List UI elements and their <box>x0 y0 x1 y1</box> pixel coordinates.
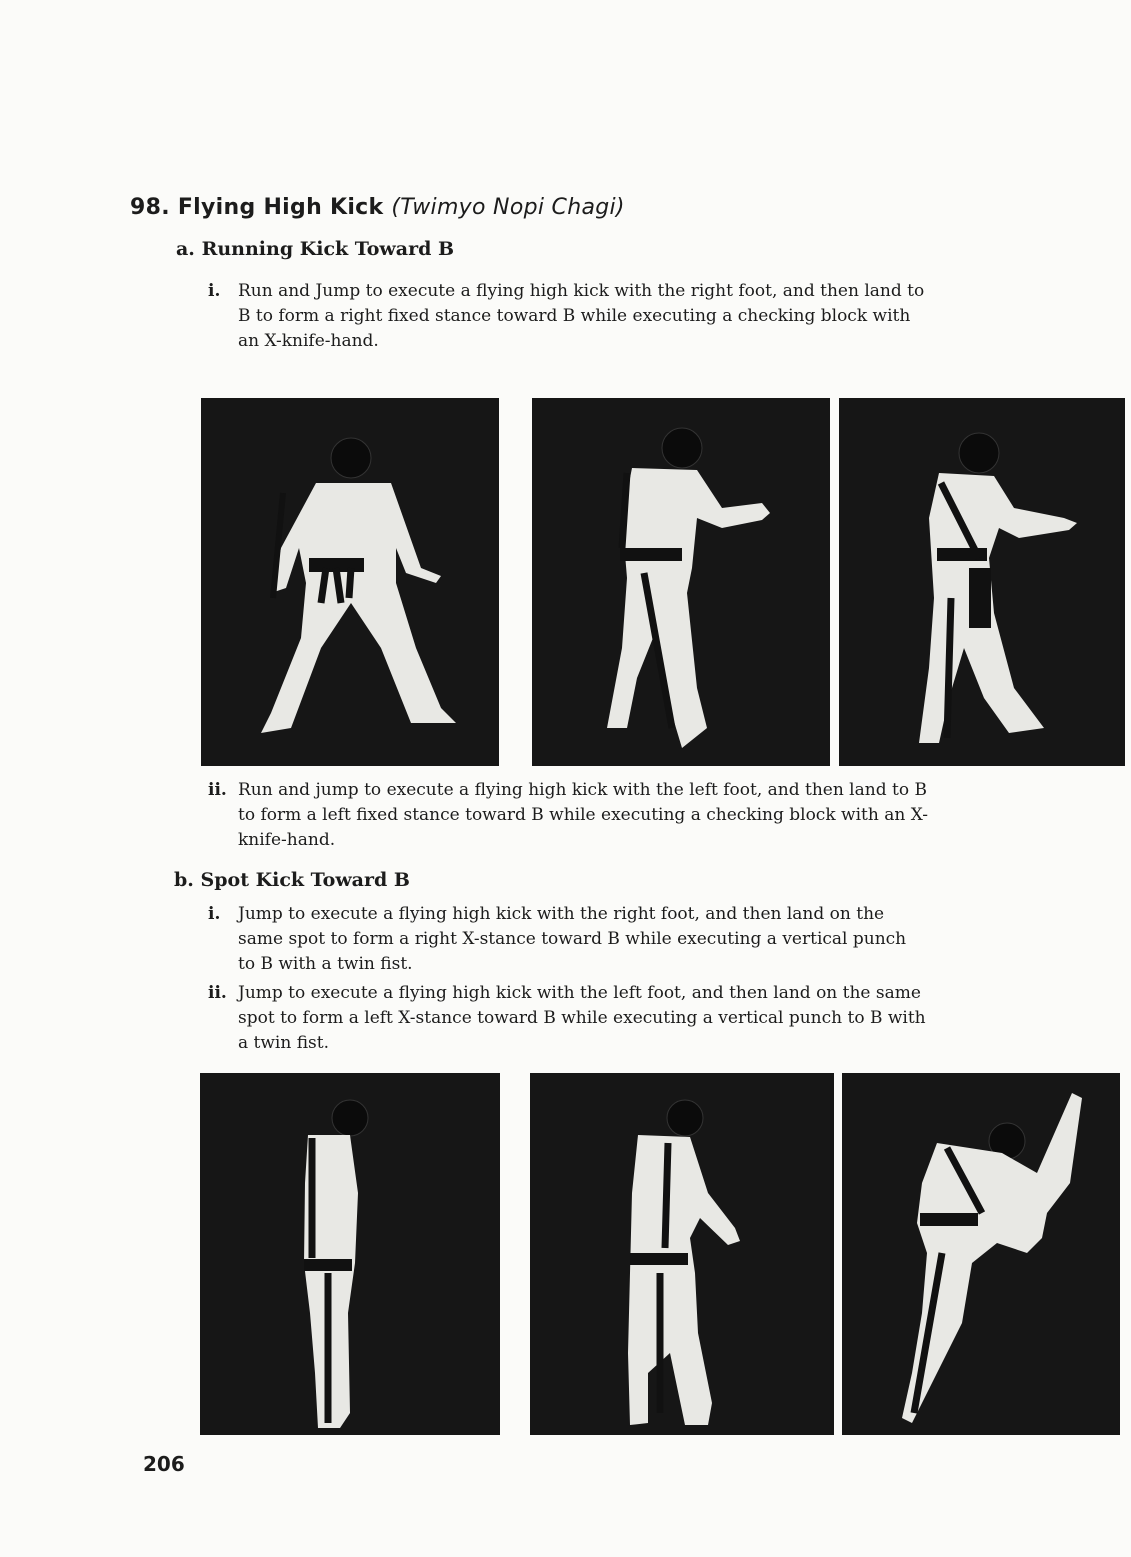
photo-kick-3 <box>842 1073 1120 1435</box>
item-label: i. <box>208 904 221 924</box>
photo-figure-1 <box>201 398 499 766</box>
item-text: Jump to execute a flying high kick with the left foot, and then land on the same spot to form a left X-stance toward B while executing a vertical punch to B with a twin fist. <box>238 983 926 1053</box>
item-label: ii. <box>208 780 227 800</box>
photo-figure-2 <box>532 398 830 766</box>
section-b-heading <box>174 869 410 891</box>
section-b-item-2 <box>208 981 928 1056</box>
photo-kick-1 <box>200 1073 500 1435</box>
item-label: ii. <box>208 983 227 1003</box>
section-b-title: Spot Kick Toward B <box>200 869 410 891</box>
section-a-item-1 <box>208 279 928 354</box>
photo-figure-5 <box>530 1073 834 1435</box>
photo-figure-3 <box>839 398 1125 766</box>
photo-stance-3 <box>839 398 1125 766</box>
page-title <box>130 195 625 220</box>
item-text: Run and jump to execute a flying high kick with the left foot, and then land to B to form a left fixed stance toward B while executing a checking block with an X-knife-hand. <box>238 780 928 850</box>
photo-figure-4 <box>200 1073 500 1435</box>
section-a-title: Running Kick Toward B <box>201 238 455 260</box>
item-label: i. <box>208 281 221 301</box>
page-number: 206 <box>143 1452 185 1476</box>
section-b-label: b. <box>174 869 194 891</box>
title-text: Flying High Kick <box>177 195 384 220</box>
title-number: 98. <box>130 195 170 220</box>
photo-stance-1 <box>201 398 499 766</box>
item-text: Jump to execute a flying high kick with the right foot, and then land on the same spot to form a right X-stance toward B while executing a vertical punch to B with a twin fist. <box>238 904 907 974</box>
section-a-heading <box>176 238 454 260</box>
item-text: Run and Jump to execute a flying high kick with the right foot, and then land to B to form a right fixed stance toward B while executing a checking block with an X-knife-hand. <box>238 281 925 351</box>
photo-kick-2 <box>530 1073 834 1435</box>
title-subtitle: (Twimyo Nopi Chagi) <box>391 195 625 220</box>
section-a-item-2 <box>208 778 928 853</box>
photo-stance-2 <box>532 398 830 766</box>
section-b-item-1 <box>208 902 928 977</box>
section-a-label: a. <box>176 238 195 260</box>
photo-figure-6 <box>842 1073 1120 1435</box>
